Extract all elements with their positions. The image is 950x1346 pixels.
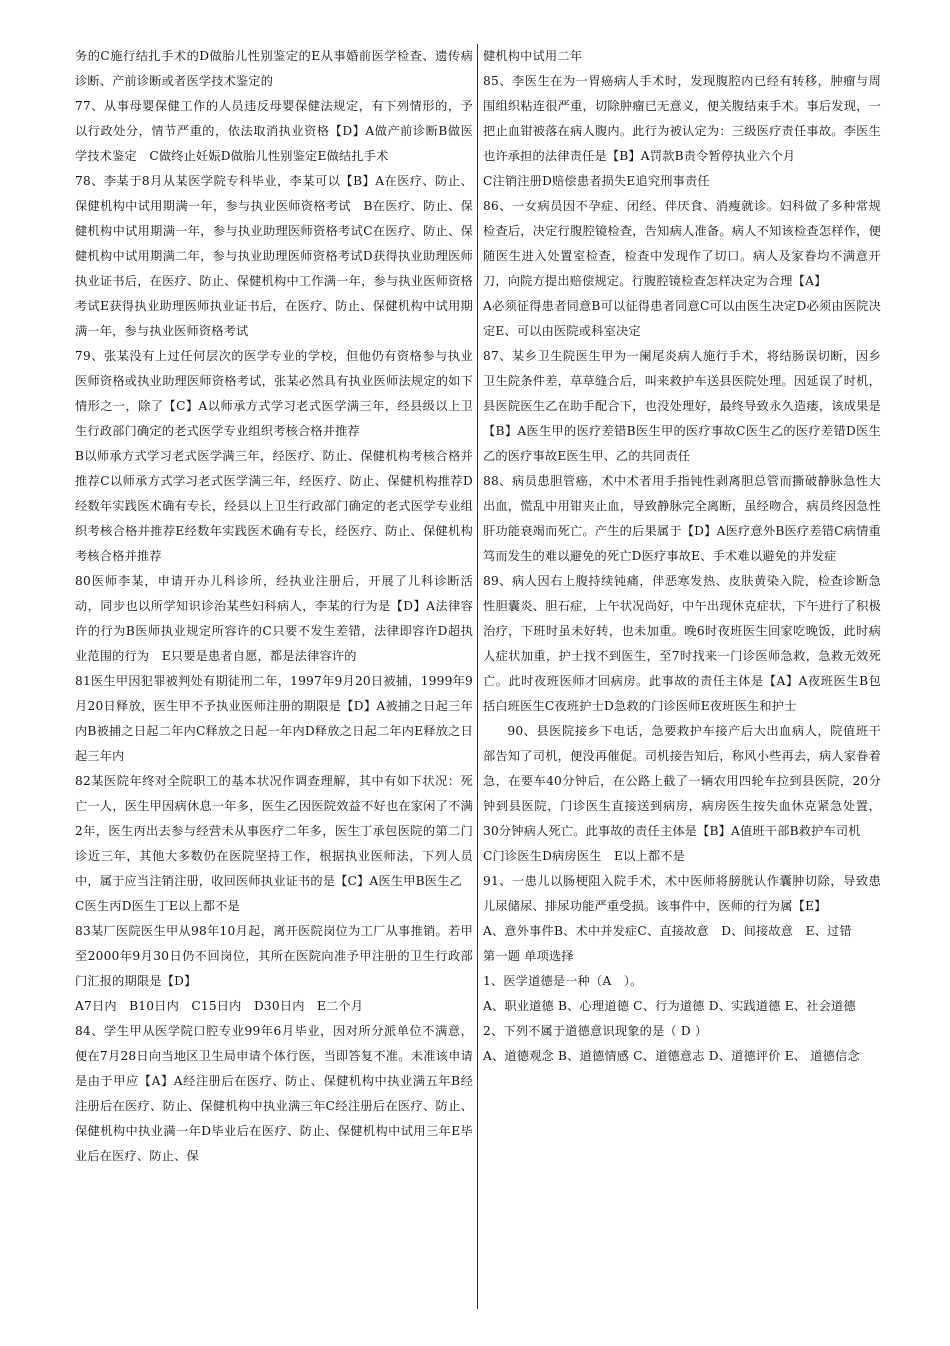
question-90-options: C门诊医生D病房医生 E以上都不是 xyxy=(483,849,686,863)
question-91: 91、一患儿以肠梗阻入院手术，术中医师将膀胱认作囊肿切除，导致患儿尿储尿、排尿功能严重受损。该事件中，医师的行为属【E】 xyxy=(483,874,881,913)
question-78: 78、李某于8月从某医学院专科毕业，李某可以【B】A在医疗、防止、保健机构中试用期满一年，参与执业医师资格考试 B在医疗、防止、保健机构中试用期满一年，参与执业助理医师资格考试C在医疗、防止、保健机构中试用期满二年，参与执业助理医师资格考试D获得执业助理医师执业证书后，在医疗、防止、保健机构中工作满一年，参与执业医师资格考试E获得执业助理医师执业证书后，在医疗、防止、保健机构中试用期满一年，参与执业医师资格考试 xyxy=(75,174,473,338)
question-82-options: C医生丙D医生丁E以上都不是 xyxy=(75,899,240,913)
question-91-options: A、意外事件B、术中并发症C、直接故意 D、间接故意 E、过错 xyxy=(483,924,852,938)
question-83-options: A7日内 B10日内 C15日内 D30日内 E二个月 xyxy=(75,999,364,1013)
question-83: 83某厂医院医生甲从98年10月起，离开医院岗位为工厂从事推销。若甲至2000年9月30日仍不回岗位，其所在医院向准予甲注册的卫生行政部门汇报的期限是【D】 xyxy=(75,924,473,988)
left-column xyxy=(75,44,478,1309)
right-column xyxy=(478,44,881,1309)
mcq-1-options: A、职业道德 B、心理道德 C、行为道德 D、实践道德 E、社会道德 xyxy=(483,999,856,1013)
mcq-2-options: A、道德观念 B、道德情感 C、道德意志 D、道德评价 E、 道德信念 xyxy=(483,1049,860,1063)
question-79-options: B以师承方式学习老式医学满三年，经医疗、防止、保健机构考核合格并推荐C以师承方式学习老式医学满三年，经医疗、防止、保健机构推荐D经数年实践医术确有专长，经县以上卫生行政部门确定的老式医学专业组织考核合格并推荐E经数年实践医术确有专长，经医疗、防止、保健机构考核合格并推荐 xyxy=(75,449,473,563)
question-90: 90、县医院接乡下电话，急要救护车接产后大出血病人，院值班干部告知了司机，便没再催促。司机接告知后，称风小些再去，病人家眷着急，在要车40分钟后，在公路上截了一辆农用四轮车拉到县医院，20分钟到县医院，门诊医生直接送到病房，病房医生按失血休克紧急处置，30分钟病人死亡。此事故的责任主体是【B】A值班干部B救护车司机 xyxy=(483,724,881,838)
mcq-2: 2、下列不属于道德意识现象的是（ D ） xyxy=(483,1024,708,1038)
section-heading: 第一题 单项选择 xyxy=(483,949,574,963)
question-81: 81医生甲因犯罪被判处有期徒刑二年，1997年9月20日被捕，1999年9月20日释放，医生甲不予执业医师注册的期限是【D】A被捕之日起三年内B被捕之日起二年内C释放之日起一年内D释放之日起二年内E释放之日起三年内 xyxy=(75,674,473,763)
question-85: 85、李医生在为一胃癌病人手术时，发现腹腔内已经有转移，肿瘤与周围组织粘连很严重，切除肿瘤已无意义，便关腹结束手术。事后发现，一把止血钳被落在病人腹内。此行为被认定为：三级医疗责任事故。李医生也许承担的法律责任是【B】A罚款B责令暂停执业六个月 xyxy=(483,74,881,163)
question-85-options: C注销注册D赔偿患者损失E追究刑事责任 xyxy=(483,174,710,188)
mcq-1: 1、医学道德是一种（A ）。 xyxy=(483,974,643,988)
question-82: 82某医院年终对全院职工的基本状况作调查理解，其中有如下状况：死亡一人，医生甲因病休息一年多，医生乙因医院效益不好也在家闲了不满2年，医生丙出去参与经营未从事医疗二年多，医生丁承包医院的第二门诊近三年，其他大多数仍在医院坚持工作，根据执业医师法，下列人员中，属于应当注销注册，收回医师执业证书的是【C】A医生甲B医生乙 xyxy=(75,774,473,888)
question-86: 86、一女病员因不孕症、闭经、伴厌食、消瘦就诊。妇科做了多种常规检查后，决定行腹腔镜检查，告知病人准备。病人不知该检查怎样作，便随医生进入处置室检查，检查中发现作了切口。病人及家眷均不满意开刀，向院方提出赔偿规定。行腹腔镜检查怎样决定为合理【A】 xyxy=(483,199,881,288)
paragraph-continued: 务的C施行结扎手术的D做胎儿性别鉴定的E从事婚前医学检查、遗传病诊断、产前诊断或者医学技术鉴定的 xyxy=(75,49,473,88)
question-84: 84、学生甲从医学院口腔专业99年6月毕业，因对所分派单位不满意，便在7月28日向当地区卫生局申请个体行医，当即答复不准。未准该申请是由于甲应【A】A经注册后在医疗、防止、保健机构中执业满五年B经注册后在医疗、防止、保健机构中执业满三年C经注册后在医疗、防止、保健机构中执业满一年D毕业后在医疗、防止、保健机构中试用三年E毕业后在医疗、防止、保 xyxy=(75,1024,473,1163)
question-77: 77、从事母婴保健工作的人员违反母婴保健法规定，有下列情形的，予以行政处分，情节严重的，依法取消执业资格【D】A做产前诊断B做医学技术鉴定 C做终止妊娠D做胎儿性别鉴定E做结扎手术 xyxy=(75,99,473,163)
question-88: 88、病员患胆管癌，术中术者用手指钝性剥离胆总管而撕破静脉急性大出血，慌乱中用钳夹止血，导致静脉完全离断，虽经吻合，病员终因急性肝功能衰竭而死亡。产生的后果属于【D】A医疗意外B医疗差错C病情重笃而发生的难以避免的死亡D医疗事故E、手术难以避免的并发症 xyxy=(483,474,881,563)
question-79: 79、张某没有上过任何层次的医学专业的学校，但他仍有资格参与执业医师资格或执业助理医师资格考试，张某必然具有执业医师法规定的如下情形之一，除了【C】A以师承方式学习老式医学满三年，经县级以上卫生行政部门确定的老式医学专业组织考核合格并推荐 xyxy=(75,349,473,438)
document-page xyxy=(75,44,881,1309)
question-80: 80医师李某，申请开办儿科诊所，经执业注册后，开展了儿科诊断活动，同步也以所学知识诊治某些妇科病人，李某的行为是【D】A法律容许的行为B医师执业规定所容许的C只要不发生差错，法律即容许D超执业范围的行为 E只要是患者自愿，都是法律容许的 xyxy=(75,574,473,663)
question-84-continued: 健机构中试用二年 xyxy=(483,49,583,63)
question-89: 89、病人因右上腹持续钝痛，伴恶寒发热、皮肤黄染入院，检查诊断急性胆囊炎、胆石症，上午状况尚好，中午出现休克症状，下午进行了积极治疗，下班时虽未好转，也未加重。晚6时夜班医生回家吃晚饭，此时病人症状加重，护士找不到医生，至7时找来一门诊医师急救，急救无效死亡。此时夜班医师才回病房。此事故的责任主体是【A】A夜班医生B包括白班医生C夜班护士D急救的门诊医师E夜班医生和护士 xyxy=(483,574,881,713)
question-87: 87、某乡卫生院医生甲为一阑尾炎病人施行手术，将结肠误切断，因乡卫生院条件差，草草缝合后，叫来救护车送县医院处理。因延误了时机，县医院医生乙在助手配合下，也没处理好，最终导致永久造瘘，该成果是【B】A医生甲的医疗差错B医生甲的医疗事故C医生乙的医疗差错D医生乙的医疗事故E医生甲、乙的共同责任 xyxy=(483,349,881,463)
question-86-options: A必须征得患者同意B可以征得患者同意C可以由医生决定D必须由医院决定E、可以由医院或科室决定 xyxy=(483,299,881,338)
